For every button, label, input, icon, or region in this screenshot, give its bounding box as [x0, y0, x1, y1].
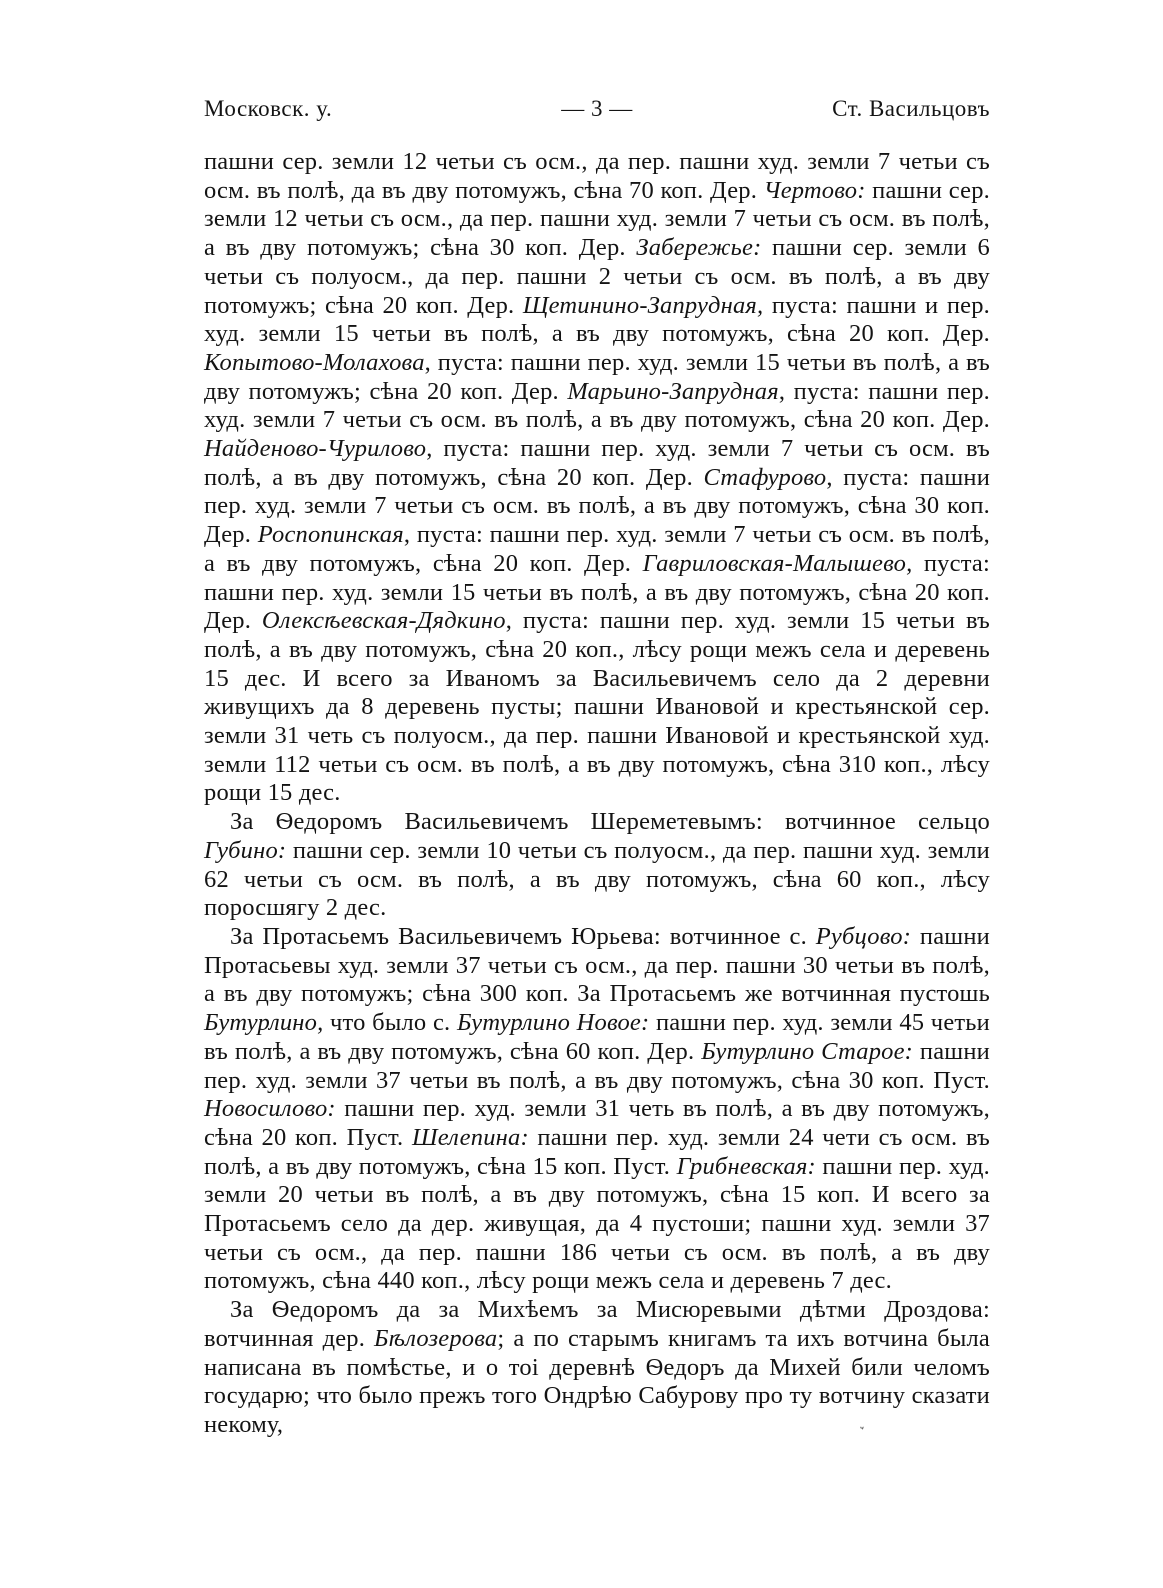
text-run: , пуста: пашни пер. худ. земли 7 четьи съ осм. въ полѣ, а въ дву потомужъ, сѣна 20 коп. Дер. — [204, 377, 990, 434]
header-section: Ст. Васильцовъ — [832, 96, 990, 121]
text-run: пашни сер. земли 6 четьи съ полуосм., да пер. пашни 2 четьи съ осм. въ полѣ, а въ дву потомужъ; сѣна 20 коп. Дер. — [204, 234, 990, 319]
place-name: Новосилово: — [204, 1095, 336, 1123]
place-name: Забережье: — [636, 234, 762, 262]
header-district: Московск. у. — [204, 96, 333, 121]
place-name: Олексѣевская-Дядкино — [261, 607, 506, 635]
text-run: ; а по старымъ книгамъ та ихъ вотчина была написана въ помѣстье, и о тоі деревнѣ Ѳедоръ да Михей били челомъ государю; что было прежъ того Ондрѣю Сабурову про ту вотчину сказати некому, — [204, 1324, 990, 1438]
place-name: Гавриловская-Малышево, — [642, 549, 913, 577]
place-name: Рубцово: — [815, 922, 912, 950]
text-run: пашни сер. земли 12 четьи съ осм., да пер. пашни худ. земли 7 четьи съ осм. въ полѣ, а въ дву потомужъ; сѣна 30 коп. Дер. — [204, 176, 990, 262]
text-run: пашни сер. земли 12 четьи съ осм., да пер. пашни худ. земли 7 четьи съ осм. въ полѣ, да въ дву потомужъ, сѣна 70 коп. Дер. — [204, 148, 990, 204]
place-name: Бутурлино Новое: — [456, 1009, 650, 1037]
paragraph-2 — [204, 808, 990, 923]
text-run: За Ѳедоромъ Васильевичемъ Шереметевымъ: вотчинное сельцо — [230, 808, 990, 836]
paragraph-3 — [204, 923, 990, 1296]
text-run: , пуста: пашни пер. худ. земли 7 четьи съ осм. въ полѣ, а въ дву потомужъ, сѣна 20 коп. Дер. — [204, 435, 990, 491]
text-run: пуста: пашни и пер. худ. земли 15 четьи въ полѣ, а въ дву потомужъ, сѣна 20 коп. Дер. — [204, 291, 991, 348]
place-name: Роспопинская — [257, 521, 404, 549]
text-run: пашни Протасьевы худ. земли 37 четьи съ осм., да пер. пашни 30 четьи въ полѣ, а въ дву потомужъ; сѣна 300 коп. За Протасьемъ же вотчинная пустошь — [204, 922, 990, 1008]
text-run: пашни сер. земли 10 четьи съ полуосм., да пер. пашни худ. земли 62 четьи съ осм. въ полѣ, а въ дву потомужъ, сѣна 60 коп., лѣсу поросшягу 2 дес. — [204, 836, 990, 922]
paragraph-1 — [204, 148, 990, 808]
text-run: пашни пер. худ. земли 20 четьи въ полѣ, а въ дву потомужъ, сѣна 15 коп. И всего за Протасьемъ село да дер. живущая, да 4 пустоши; пашни худ. земли 37 четьи съ осм., да пер. пашни 186 четьи съ осм. въ полѣ, а въ дву потомужъ, сѣна 440 коп., лѣсу рощи межъ села и деревень 7 дес. — [204, 1152, 990, 1295]
text-run: , пуста: пашни пер. худ. земли 15 четьи въ полѣ, а въ дву потомужъ, сѣна 20 коп., лѣсу рощи межъ села и деревень 15 дес. И всего за Иваномъ за Васильевичемъ село да 2 деревни живущихъ да 8 деревень пусты; пашни Ивановой и крестьянской сер. земли 31 четь съ полуосм., да пер. пашни Ивановой и крестьянской худ. земли 112 четьи съ осм. въ полѣ, а въ дву потомужъ, сѣна 310 коп., лѣсу рощи 15 дес. — [204, 607, 990, 807]
text-run: пашни пер. худ. земли 45 четьи въ полѣ, а въ дву потомужъ, сѣна 60 коп. Дер. — [204, 1009, 990, 1065]
running-header — [204, 96, 990, 130]
text-run: что было с. — [323, 1009, 457, 1037]
text-run: пашни пер. худ. земли 31 четь въ полѣ, а въ дву потомужъ, сѣна 20 коп. Пуст. — [204, 1095, 990, 1151]
paragraph-4 — [204, 1296, 990, 1440]
place-name: Грибневская: — [676, 1152, 816, 1180]
printer-mark-icon: ꙿ — [858, 1427, 867, 1442]
place-name: Бутурлино Старое: — [701, 1037, 914, 1065]
text-run: За Протасьемъ Васильевичемъ Юрьева: вотчинное с. — [230, 922, 816, 950]
place-name: Бутурлино, — [204, 1009, 324, 1037]
place-name: Чертово: — [763, 176, 866, 204]
text-run: , пуста: пашни пер. худ. земли 7 четьи съ осм. въ полѣ, а въ дву потомужъ, сѣна 20 коп. Дер. — [204, 521, 990, 577]
page-body — [204, 148, 990, 1440]
place-name: Бѣлозерова — [374, 1324, 498, 1352]
place-name: Стафурово — [703, 463, 827, 491]
text-run: За Ѳедоромъ да за Михѣемъ за Мисюревыми дѣтми Дроздова: вотчинная дер. — [204, 1296, 990, 1352]
place-name: Щетинино-Запрудная, — [522, 291, 764, 319]
text-run: пашни пер. худ. земли 24 чети съ осм. въ полѣ, а въ дву потомужъ, сѣна 15 коп. Пуст. — [204, 1123, 990, 1180]
place-name: Губино: — [204, 836, 287, 864]
text-run: пашни пер. худ. земли 37 четьи въ полѣ, а въ дву потомужъ, сѣна 30 коп. Пуст. — [204, 1037, 990, 1094]
place-name: Копытово-Молахова — [204, 348, 425, 376]
page-number: — 3 — — [561, 96, 633, 121]
place-name: Марьино-Запрудная — [567, 377, 779, 405]
text-run: , пуста: пашни пер. худ. земли 7 четьи съ осм. въ полѣ, а въ дву потомужъ, сѣна 30 коп. Дер. — [204, 463, 991, 549]
text-run: пуста: пашни пер. худ. земли 15 четьи въ полѣ, а въ дву потомужъ, сѣна 20 коп. Дер. — [204, 549, 990, 635]
place-name: Шелепина: — [411, 1123, 529, 1151]
text-run: , пуста: пашни пер. худ. земли 15 четьи въ полѣ, а въ дву потомужъ; сѣна 20 коп. Дер. — [204, 348, 990, 405]
place-name: Найденово-Чурилово — [204, 435, 427, 463]
